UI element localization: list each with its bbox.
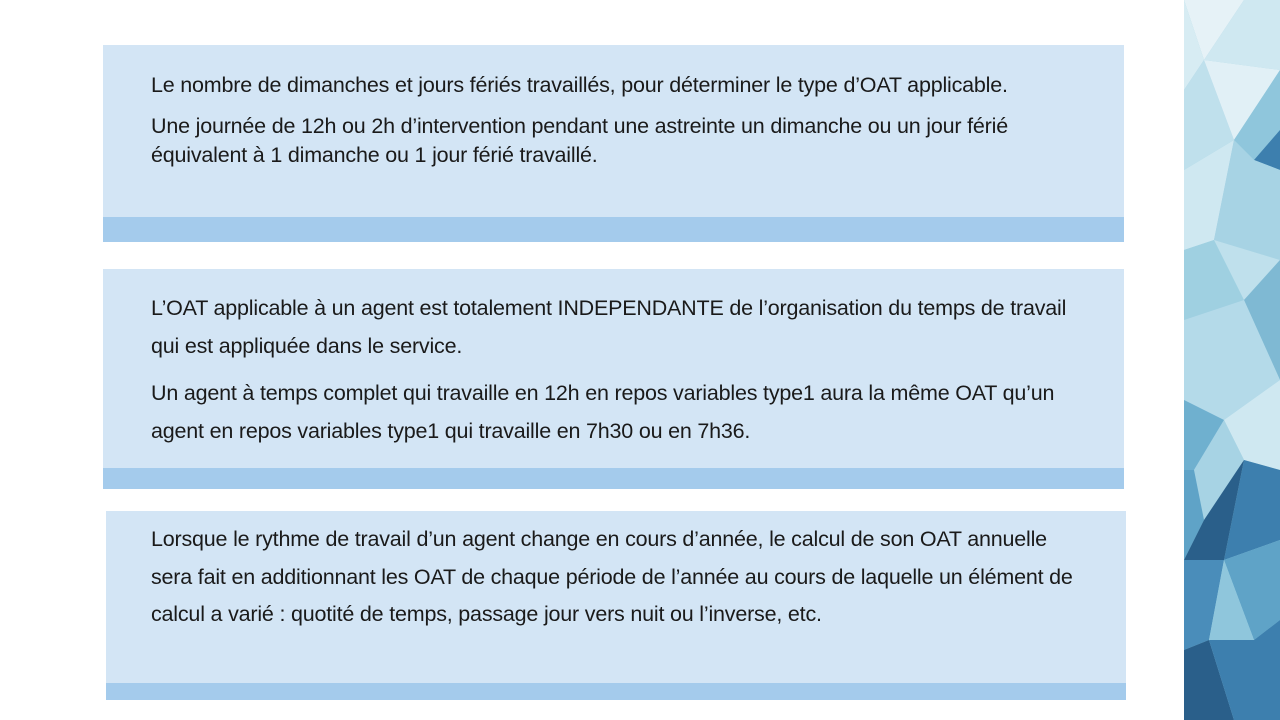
paragraph: Le nombre de dimanches et jours fériés travaillés, pour déterminer le type d’OAT applicable. [151, 73, 1008, 97]
accent-bar [103, 217, 1124, 242]
accent-bar [103, 468, 1124, 489]
paragraph: Un agent à temps complet qui travaille en 12h en repos variables type1 aura la même OAT qu’un agent en repos variables type1 qui travaille en 7h30 ou en 7h36. [151, 381, 1055, 443]
text-box-oat-independence [103, 269, 1124, 489]
paragraph: Une journée de 12h ou 2h d’intervention pendant une astreinte un dimanche ou un jour férié équivalent à 1 dimanche ou 1 jour férié travaillé. [151, 114, 1008, 167]
accent-bar [106, 683, 1126, 700]
text-box-rhythm-change [106, 511, 1126, 700]
text-box-content [151, 71, 1091, 170]
paragraph: Lorsque le rythme de travail d’un agent change en cours d’année, le calcul de son OAT annuelle sera fait en additionnant les OAT de chaque période de l’année au cours de laquelle un élément de calcul a varié : quotité de temps, passage jour vers nuit ou l’inverse, etc. [151, 527, 1073, 626]
paragraph: L’OAT applicable à un agent est totalement INDEPENDANTE de l’organisation du temps de travail qui est appliquée dans le service. [151, 296, 1067, 358]
text-box-content [151, 289, 1091, 450]
text-box-content [151, 521, 1081, 634]
text-box-sundays-holidays [103, 45, 1124, 242]
decorative-polygon-panel [1184, 0, 1280, 720]
low-poly-pattern [1184, 0, 1280, 720]
